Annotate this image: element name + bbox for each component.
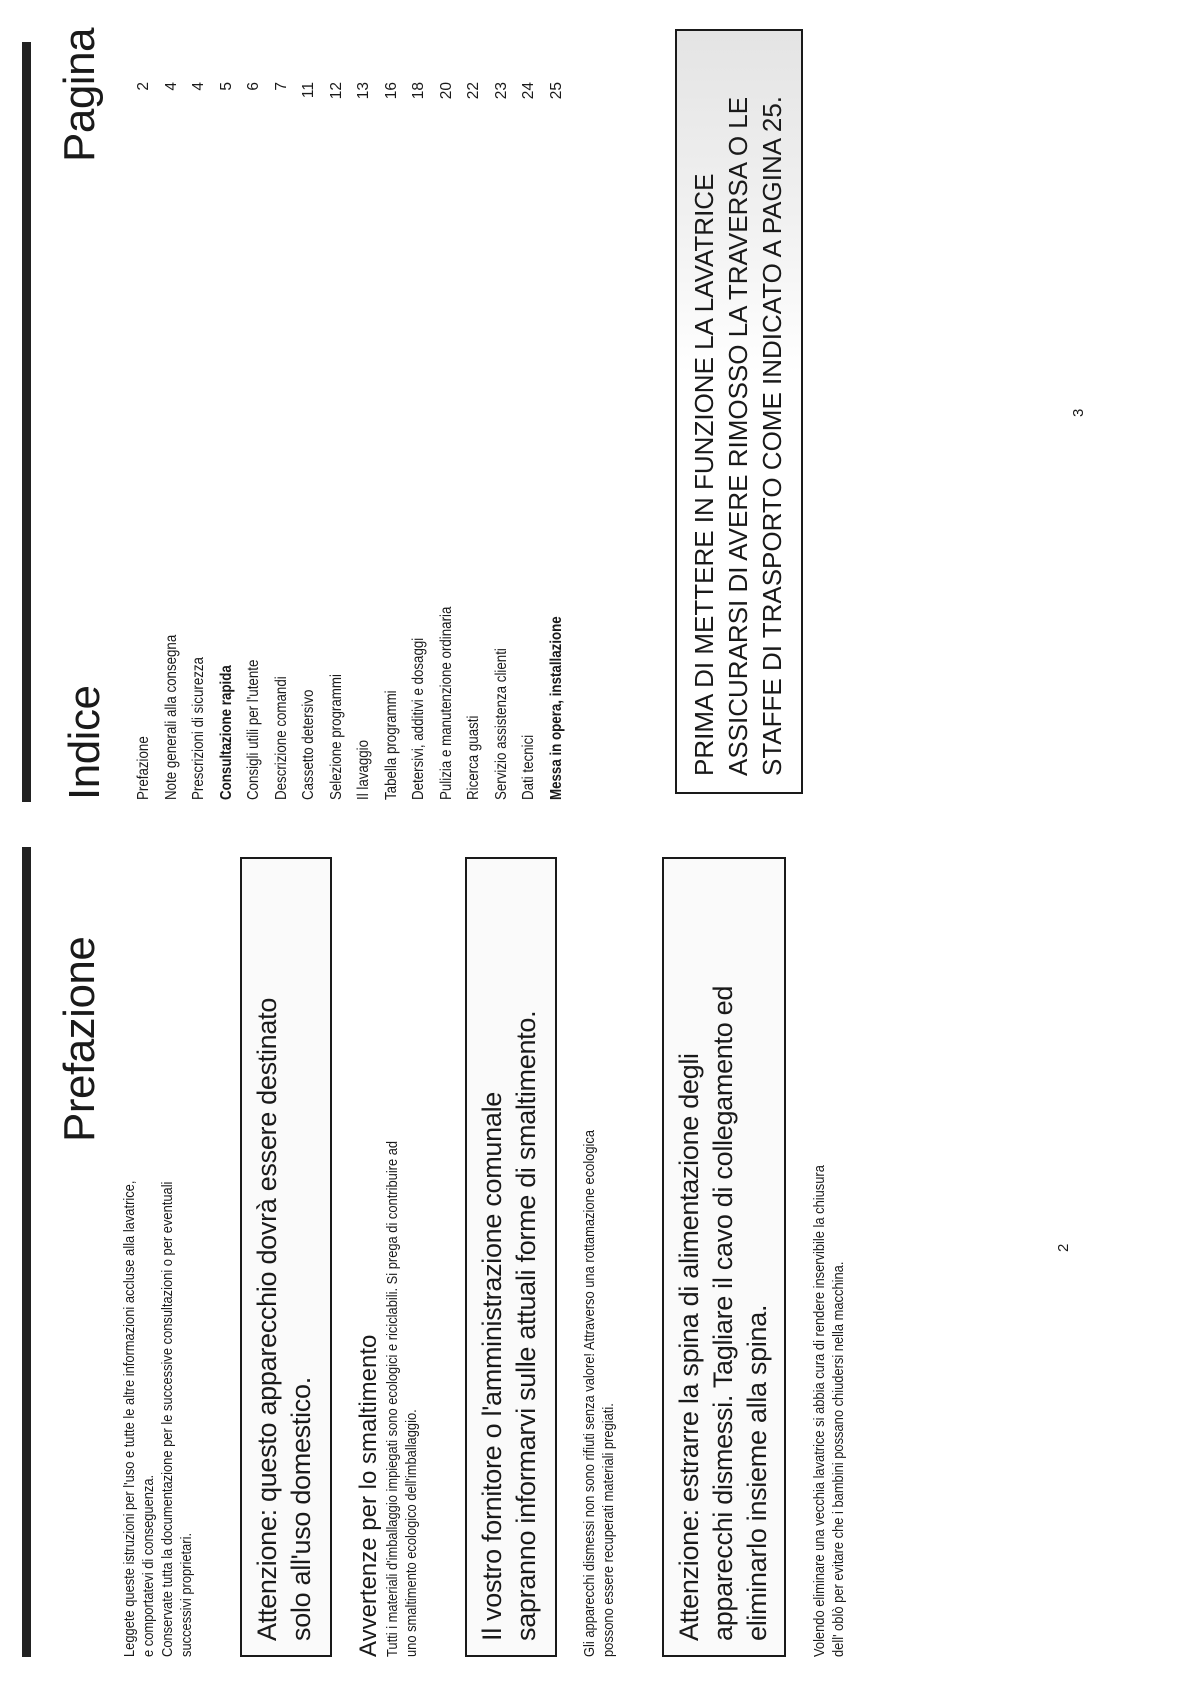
closing-paragraph <box>810 1085 848 1657</box>
intro-line: successivi proprietari. <box>178 1532 195 1657</box>
right-page-top-rule <box>22 42 31 802</box>
toc-item: Pulizia e manutenzione ordinaria <box>437 606 455 800</box>
warning-line: apparecchi dismessi. Tagliare il cavo di collegamento ed <box>708 985 738 1641</box>
toc-item: Consigli utili per l'utente <box>245 659 262 800</box>
toc-item: Servizio assistenza clienti <box>492 648 510 800</box>
toc-page-number: 6 <box>245 82 262 91</box>
left-page-top-rule <box>22 847 31 1657</box>
warning-line: Attenzione: questo apparecchio dovrà essere destinato <box>252 997 282 1641</box>
toc-item: Ricerca guasti <box>465 715 482 800</box>
toc-page-number: 22 <box>465 82 482 100</box>
notice-line: STAFFE DI TRASPORTO COME INDICATO A PAGINA 25. <box>757 95 787 776</box>
recycling-line: possono essere recuperati materiali pregiati. <box>600 1403 617 1657</box>
toc-page-number: 12 <box>327 82 345 100</box>
intro-line: Leggete queste istruzioni per l'uso e tutte le altre informazioni accluse alla lavatrice, <box>121 1180 138 1657</box>
notice-line: PRIMA DI METTERE IN FUNZIONE LA LAVATRICE <box>689 173 719 776</box>
toc-item: Tabella programmi <box>382 690 400 800</box>
transport-brackets-notice-box <box>675 29 803 794</box>
toc-page-numbers <box>130 82 570 122</box>
toc-item: Cassetto detersivo <box>300 689 317 800</box>
toc-item: Il lavaggio <box>355 739 372 800</box>
toc-page-number: 11 <box>300 82 317 99</box>
page-column-header: Pagina <box>55 27 104 162</box>
intro-line: Conservate tutta la documentazione per le successive consultazioni o per eventuali <box>159 1181 176 1657</box>
page-number: 2 <box>1055 1243 1072 1252</box>
toc-item: Selezione programmi <box>327 674 345 800</box>
page-title: Prefazione <box>55 936 104 1142</box>
intro-paragraph <box>120 1103 196 1657</box>
recycling-line: Gli apparecchi dismessi non sono rifiuti senza valore! Attraverso una rottamazione ecologica <box>581 1129 598 1657</box>
toc-page-number: 4 <box>162 82 180 91</box>
info-line: sapranno informarvi sulle attuali forme di smaltimento. <box>511 1010 541 1641</box>
disposal-info-box <box>465 857 557 1657</box>
closing-line: Volendo eliminare una vecchia lavatrice si abbia cura di rendere inservibile la chiusura <box>811 1165 828 1657</box>
toc-item: Note generali alla consegna <box>162 634 180 800</box>
toc-page-number: 23 <box>492 82 510 100</box>
toc-page-number: 5 <box>217 82 235 91</box>
disposal-line: uno smaltimento ecologico dell'imballaggio. <box>403 1409 420 1657</box>
warning-line: Attenzione: estrarre la spina di alimentazione degli <box>674 1053 704 1641</box>
power-plug-warning-box <box>662 857 786 1657</box>
toc-page-number: 18 <box>410 82 427 100</box>
page-number: 3 <box>1070 408 1087 417</box>
info-line: Il vostro fornitore o l'amministrazione comunale <box>477 1092 507 1641</box>
toc-item: Dati tecnici <box>520 734 537 800</box>
toc-labels <box>130 500 570 800</box>
toc-item: Descrizione comandi <box>272 676 290 800</box>
notice-line: ASSICURARSI DI AVERE RIMOSSO LA TRAVERSA O LE <box>723 96 753 776</box>
disposal-line: Tutti i materiali d'imballaggio impiegati sono ecologici e riciclabili. Si prega di contribuire ad <box>384 1140 401 1657</box>
closing-line: dell' oblò per evitare che i bambini possano chiudersi nella macchina. <box>830 1261 847 1657</box>
toc-page-number: 13 <box>355 82 372 100</box>
domestic-use-warning-box <box>240 857 332 1657</box>
recycling-paragraph <box>580 1044 618 1657</box>
toc-page-number: 7 <box>272 82 290 91</box>
toc-page-number: 20 <box>437 82 455 100</box>
warning-line: solo all'uso domestico. <box>286 1377 316 1641</box>
toc-item: Prefazione <box>135 736 152 800</box>
toc-page-number: 24 <box>520 82 537 100</box>
toc-item: Messa in opera, installazione <box>547 616 565 800</box>
toc-item: Consultazione rapida <box>217 665 235 800</box>
toc-page-number: 25 <box>547 82 565 100</box>
warning-line: eliminarlo insieme alla spina. <box>742 1304 772 1641</box>
disposal-section <box>355 1057 421 1657</box>
index-title: Indice <box>60 685 109 800</box>
disposal-heading: Avvertenze per lo smaltimento <box>355 1334 382 1657</box>
toc-page-number: 16 <box>382 82 400 100</box>
toc-page-number: 4 <box>190 82 207 91</box>
toc-item: Detersivi, additivi e dosaggi <box>410 637 427 800</box>
toc-page-number: 2 <box>135 82 152 91</box>
intro-line: e comportatevi di conseguenza. <box>140 1474 157 1657</box>
toc-item: Prescrizioni di sicurezza <box>190 657 207 800</box>
